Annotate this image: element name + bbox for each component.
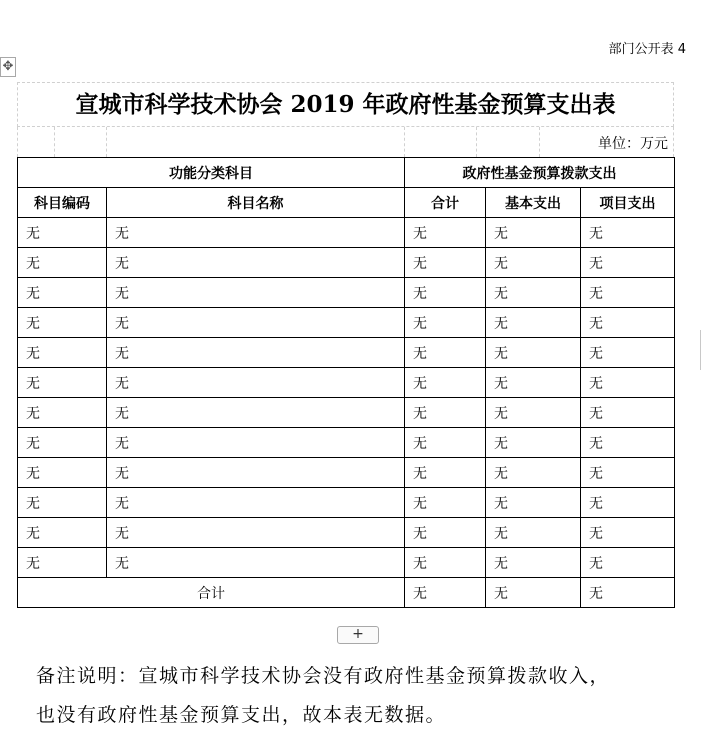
cell-basic: 无 — [486, 278, 581, 308]
cell-basic: 无 — [486, 218, 581, 248]
cell-total: 无 — [405, 368, 486, 398]
table-row — [18, 428, 675, 458]
move-icon[interactable]: ✥ — [0, 57, 16, 77]
cell-name: 无 — [107, 398, 405, 428]
add-row-button[interactable]: + — [337, 626, 379, 644]
table-row — [18, 308, 675, 338]
cell-basic: 无 — [486, 458, 581, 488]
cell-code: 无 — [18, 368, 107, 398]
cell-basic: 无 — [486, 428, 581, 458]
cell-project: 无 — [581, 338, 675, 368]
budget-table — [17, 157, 675, 608]
table-row — [18, 548, 675, 578]
table-row — [18, 278, 675, 308]
cell-project: 无 — [581, 368, 675, 398]
header-row-columns — [18, 188, 675, 218]
header-code: 科目编码 — [18, 188, 107, 218]
cell-project: 无 — [581, 428, 675, 458]
cell-code: 无 — [18, 428, 107, 458]
cell-total: 无 — [405, 278, 486, 308]
cell-basic: 无 — [486, 488, 581, 518]
cell-name: 无 — [107, 548, 405, 578]
table-row — [18, 368, 675, 398]
cell-total: 无 — [405, 458, 486, 488]
table-row — [18, 458, 675, 488]
cell-basic: 无 — [486, 368, 581, 398]
cell-project: 无 — [581, 458, 675, 488]
cell-project: 无 — [581, 278, 675, 308]
cell-name: 无 — [107, 368, 405, 398]
header-function-category: 功能分类科目 — [18, 158, 405, 188]
cell-code: 无 — [18, 548, 107, 578]
cell-name: 无 — [107, 308, 405, 338]
scroll-edge[interactable] — [700, 330, 704, 370]
table-row — [18, 518, 675, 548]
cell-total: 无 — [405, 488, 486, 518]
note-line-1: 备注说明：宣城市科学技术协会没有政府性基金预算拨款收入， — [36, 665, 611, 687]
cell-total: 无 — [405, 398, 486, 428]
header-project: 项目支出 — [581, 188, 675, 218]
cell-name: 无 — [107, 248, 405, 278]
page-title: 宣城市科学技术协会 2019 年政府性基金预算支出表 — [75, 91, 616, 118]
cell-code: 无 — [18, 248, 107, 278]
cell-total: 无 — [405, 518, 486, 548]
cell-code: 无 — [18, 488, 107, 518]
total-label: 合计 — [18, 578, 405, 608]
cell-basic: 无 — [486, 308, 581, 338]
cell-basic: 无 — [486, 518, 581, 548]
table-row — [18, 488, 675, 518]
cell-code: 无 — [18, 518, 107, 548]
header-total: 合计 — [405, 188, 486, 218]
header-basic: 基本支出 — [486, 188, 581, 218]
cell-project: 无 — [581, 308, 675, 338]
table-row — [18, 248, 675, 278]
cell-project: 无 — [581, 548, 675, 578]
unit-label: 单位：万元 — [598, 136, 668, 152]
cell-total: 无 — [405, 428, 486, 458]
table-row — [18, 338, 675, 368]
cell-name: 无 — [107, 278, 405, 308]
cell-total: 无 — [405, 338, 486, 368]
cell-basic: 无 — [486, 248, 581, 278]
note-line-2: 也没有政府性基金预算支出，故本表无数据。 — [36, 704, 447, 726]
total-total: 无 — [405, 578, 486, 608]
cell-basic: 无 — [486, 398, 581, 428]
cell-project: 无 — [581, 248, 675, 278]
note — [36, 657, 696, 735]
cell-code: 无 — [18, 458, 107, 488]
cell-name: 无 — [107, 488, 405, 518]
cell-name: 无 — [107, 218, 405, 248]
cell-code: 无 — [18, 278, 107, 308]
cell-name: 无 — [107, 338, 405, 368]
header-row-group — [18, 158, 675, 188]
total-basic: 无 — [486, 578, 581, 608]
cell-name: 无 — [107, 428, 405, 458]
header-fund-appropriation: 政府性基金预算拨款支出 — [405, 158, 675, 188]
unit-row — [17, 127, 674, 157]
cell-project: 无 — [581, 488, 675, 518]
total-row — [18, 578, 675, 608]
total-project: 无 — [581, 578, 675, 608]
cell-code: 无 — [18, 398, 107, 428]
cell-name: 无 — [107, 518, 405, 548]
cell-project: 无 — [581, 218, 675, 248]
cell-total: 无 — [405, 548, 486, 578]
cell-total: 无 — [405, 218, 486, 248]
document-label: 部门公开表 4 — [608, 42, 686, 57]
cell-code: 无 — [18, 338, 107, 368]
cell-project: 无 — [581, 398, 675, 428]
header-name: 科目名称 — [107, 188, 405, 218]
cell-code: 无 — [18, 308, 107, 338]
cell-project: 无 — [581, 518, 675, 548]
cell-basic: 无 — [486, 548, 581, 578]
cell-total: 无 — [405, 248, 486, 278]
table-row — [18, 398, 675, 428]
cell-total: 无 — [405, 308, 486, 338]
table-row — [18, 218, 675, 248]
cell-name: 无 — [107, 458, 405, 488]
cell-basic: 无 — [486, 338, 581, 368]
cell-code: 无 — [18, 218, 107, 248]
